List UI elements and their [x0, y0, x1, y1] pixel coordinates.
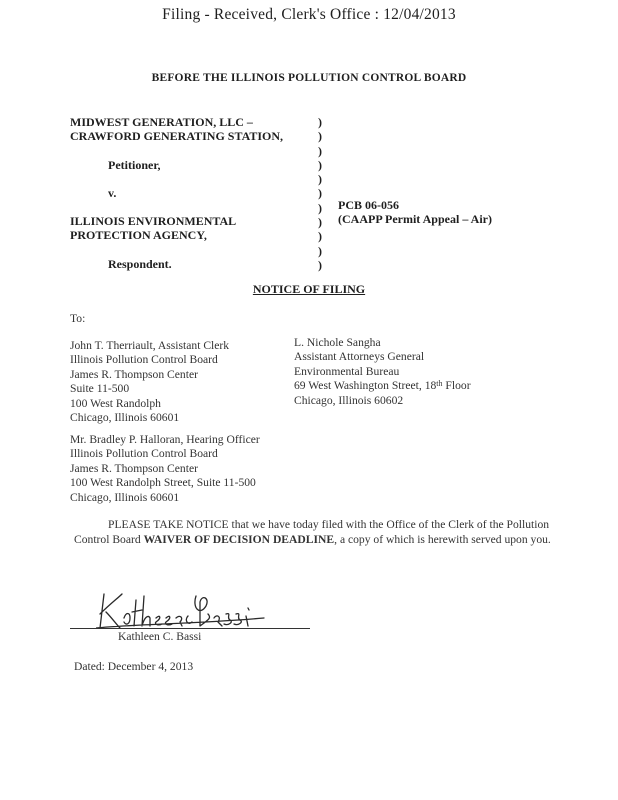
filing-stamp: Filing - Received, Clerk's Office : 12/04/2013	[162, 6, 456, 23]
address-line: 100 West Randolph Street, Suite 11-500	[70, 476, 256, 490]
address-line: Illinois Pollution Control Board	[70, 353, 218, 367]
address-line: Chicago, Illinois 60601	[70, 410, 180, 424]
address-line: James R. Thompson Center	[70, 461, 198, 475]
case-number-block	[338, 198, 492, 227]
paragraph-text-2: , a copy of which is herewith served upon you.	[334, 532, 551, 546]
address-line: Environmental Bureau	[294, 364, 400, 378]
caption-paren: )	[318, 243, 322, 258]
dated-line: Dated: December 4, 2013	[74, 660, 194, 673]
caption-paren: )	[318, 172, 322, 187]
notice-paragraph	[74, 518, 574, 548]
notice-title: NOTICE OF FILING	[252, 282, 366, 296]
address-line: 100 West Randolph	[70, 396, 161, 410]
address-line: Illinois Pollution Control Board	[70, 447, 218, 461]
recipient-attorney-general	[294, 336, 471, 408]
ordinal-suffix: th	[436, 379, 443, 389]
caption-paren: )	[318, 215, 322, 230]
caption-paren: )	[318, 143, 322, 158]
case-type: (CAAPP Permit Appeal – Air)	[338, 212, 492, 227]
respondent-name-line2: PROTECTION AGENCY,	[70, 228, 207, 242]
document-title-bold: WAIVER OF DECISION DEADLINE	[143, 532, 335, 546]
recipient-clerk	[70, 339, 229, 425]
address-line: Chicago, Illinois 60601	[70, 490, 180, 504]
signature-line	[70, 628, 310, 629]
respondent-name-line1: ILLINOIS ENVIRONMENTAL	[70, 214, 237, 228]
caption-paren: )	[318, 115, 322, 129]
petitioner-name-line2: CRAWFORD GENERATING STATION,	[70, 129, 284, 143]
address-line: Suite 11-500	[70, 382, 130, 396]
floor-text: Floor	[442, 379, 471, 393]
caption-paren: )	[318, 129, 322, 144]
case-number: PCB 06-056	[338, 198, 399, 212]
caption-paren: )	[318, 257, 322, 272]
to-label: To:	[70, 312, 86, 325]
address-line: Chicago, Illinois 60602	[294, 393, 404, 407]
street-text: 69 West Washington Street, 18	[294, 379, 437, 393]
caption-paren: )	[318, 229, 322, 244]
address-line: Assistant Attorneys General	[294, 350, 425, 364]
recipient-hearing-officer	[70, 433, 260, 505]
address-line	[294, 379, 471, 393]
petitioner-name-line1: MIDWEST GENERATION, LLC –	[70, 115, 253, 129]
address-line: Mr. Bradley P. Halloran, Hearing Officer	[70, 433, 260, 446]
address-line: James R. Thompson Center	[70, 367, 198, 381]
versus-label: v.	[108, 186, 117, 200]
address-line: John T. Therriault, Assistant Clerk	[70, 339, 230, 352]
respondent-role: Respondent.	[108, 257, 172, 271]
address-line: L. Nichole Sangha	[294, 336, 381, 349]
caption-paren: )	[318, 186, 322, 201]
paragraph-text-1: PLEASE TAKE NOTICE that we have today filed with the Office of the Clerk of the Pollution Control Board	[74, 518, 550, 546]
caption-paren-column	[318, 115, 322, 272]
petitioner-role: Petitioner,	[108, 158, 161, 172]
signer-name: Kathleen C. Bassi	[118, 630, 202, 643]
board-heading: BEFORE THE ILLINOIS POLLUTION CONTROL BOARD	[151, 72, 467, 84]
caption-paren: )	[318, 200, 322, 215]
caption-paren: )	[318, 157, 322, 172]
